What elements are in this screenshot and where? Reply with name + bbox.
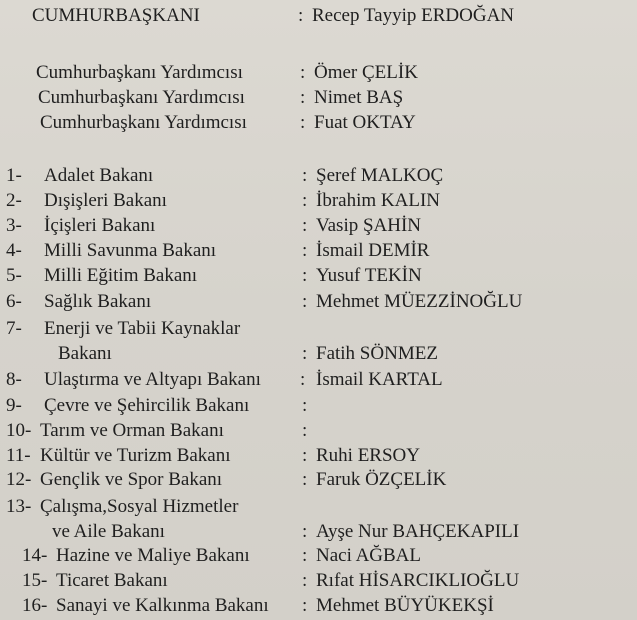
minister-name: İbrahim KALIN	[316, 190, 440, 211]
president-name: Recep Tayyip ERDOĞAN	[312, 5, 515, 26]
ministry-title: Ticaret Bakanı	[56, 570, 168, 591]
minister-row-continuation	[0, 342, 637, 366]
ministry-title: Hazine ve Maliye Bakanı	[56, 545, 250, 566]
separator-colon: :	[300, 87, 306, 108]
separator-colon: :	[302, 190, 308, 211]
item-number: 3-	[6, 215, 22, 236]
separator-colon: :	[302, 395, 308, 416]
ministry-title: Enerji ve Tabii Kaynaklar	[44, 318, 241, 339]
minister-row	[0, 569, 637, 593]
minister-row	[0, 594, 637, 618]
ministry-title: Gençlik ve Spor Bakanı	[40, 469, 223, 490]
separator-colon: :	[302, 545, 308, 566]
separator-colon: :	[302, 291, 308, 312]
separator-colon: :	[302, 469, 308, 490]
item-number: 10-	[6, 420, 32, 441]
minister-row	[0, 495, 637, 519]
item-number: 4-	[6, 240, 22, 261]
minister-row	[0, 444, 637, 468]
ministry-title-continuation: Bakanı	[58, 343, 112, 364]
minister-name: Yusuf TEKİN	[316, 265, 422, 286]
minister-name: Ayşe Nur BAHÇEKAPILI	[316, 521, 520, 542]
vice-president-title: Cumhurbaşkanı Yardımcısı	[38, 87, 245, 108]
minister-name: Mehmet MÜEZZİNOĞLU	[316, 291, 523, 312]
minister-row	[0, 368, 637, 392]
separator-colon: :	[302, 521, 308, 542]
minister-name: Vasip ŞAHİN	[316, 215, 422, 236]
separator-colon: :	[300, 62, 306, 83]
separator-colon: :	[302, 595, 308, 616]
ministry-title: Kültür ve Turizm Bakanı	[40, 445, 231, 466]
item-number: 7-	[6, 318, 22, 339]
minister-name: Şeref MALKOÇ	[316, 165, 444, 186]
separator-colon: :	[300, 112, 306, 133]
separator-colon: :	[298, 5, 304, 26]
vice-president-row	[0, 86, 637, 110]
minister-name: Fatih SÖNMEZ	[316, 343, 438, 364]
ministry-title-continuation: ve Aile Bakanı	[52, 521, 165, 542]
separator-colon: :	[300, 369, 306, 390]
ministry-title: Milli Eğitim Bakanı	[44, 265, 198, 286]
minister-row	[0, 468, 637, 492]
item-number: 5-	[6, 265, 22, 286]
minister-row-continuation	[0, 520, 637, 544]
minister-name: Mehmet BÜYÜKEKŞİ	[316, 595, 494, 616]
separator-colon: :	[302, 420, 308, 441]
ministry-title: Tarım ve Orman Bakanı	[40, 420, 224, 441]
ministry-title: Sanayi ve Kalkınma Bakanı	[56, 595, 269, 616]
item-number: 15-	[22, 570, 48, 591]
vice-president-name: Fuat OKTAY	[314, 112, 416, 133]
vice-president-title: Cumhurbaşkanı Yardımcısı	[40, 112, 247, 133]
ministry-title: Çevre ve Şehircilik Bakanı	[44, 395, 250, 416]
vice-president-name: Nimet BAŞ	[314, 87, 404, 108]
ministry-title: Milli Savunma Bakanı	[44, 240, 217, 261]
separator-colon: :	[302, 570, 308, 591]
minister-row	[0, 214, 637, 238]
president-title: CUMHURBAŞKANI	[32, 5, 200, 26]
minister-row	[0, 264, 637, 288]
minister-name: Faruk ÖZÇELİK	[316, 469, 447, 490]
president-row	[0, 4, 637, 28]
separator-colon: :	[302, 215, 308, 236]
ministry-title: Sağlık Bakanı	[44, 291, 152, 312]
minister-row	[0, 544, 637, 568]
ministry-title: Çalışma,Sosyal Hizmetler	[40, 496, 239, 517]
minister-name: Naci AĞBAL	[316, 545, 422, 566]
item-number: 8-	[6, 369, 22, 390]
item-number: 16-	[22, 595, 48, 616]
separator-colon: :	[302, 165, 308, 186]
minister-row	[0, 189, 637, 213]
minister-row	[0, 394, 637, 418]
item-number: 13-	[6, 496, 32, 517]
item-number: 6-	[6, 291, 22, 312]
item-number: 12-	[6, 469, 32, 490]
minister-row	[0, 317, 637, 341]
vice-president-row	[0, 111, 637, 135]
ministry-title: Dışişleri Bakanı	[44, 190, 167, 211]
vice-president-title: Cumhurbaşkanı Yardımcısı	[36, 62, 243, 83]
item-number: 14-	[22, 545, 48, 566]
ministry-title: Adalet Bakanı	[44, 165, 154, 186]
minister-row	[0, 239, 637, 263]
minister-row	[0, 419, 637, 443]
separator-colon: :	[302, 445, 308, 466]
minister-name: İsmail DEMİR	[316, 240, 430, 261]
vice-president-row	[0, 61, 637, 85]
minister-row	[0, 290, 637, 314]
item-number: 1-	[6, 165, 22, 186]
separator-colon: :	[302, 240, 308, 261]
item-number: 2-	[6, 190, 22, 211]
minister-name: Ruhi ERSOY	[316, 445, 420, 466]
minister-name: İsmail KARTAL	[316, 369, 443, 390]
item-number: 9-	[6, 395, 22, 416]
separator-colon: :	[302, 265, 308, 286]
minister-row	[0, 164, 637, 188]
ministry-title: Ulaştırma ve Altyapı Bakanı	[44, 369, 261, 390]
minister-name: Rıfat HİSARCIKLIOĞLU	[316, 570, 520, 591]
item-number: 11-	[6, 445, 31, 466]
ministry-title: İçişleri Bakanı	[44, 215, 156, 236]
vice-president-name: Ömer ÇELİK	[314, 62, 418, 83]
separator-colon: :	[302, 343, 308, 364]
